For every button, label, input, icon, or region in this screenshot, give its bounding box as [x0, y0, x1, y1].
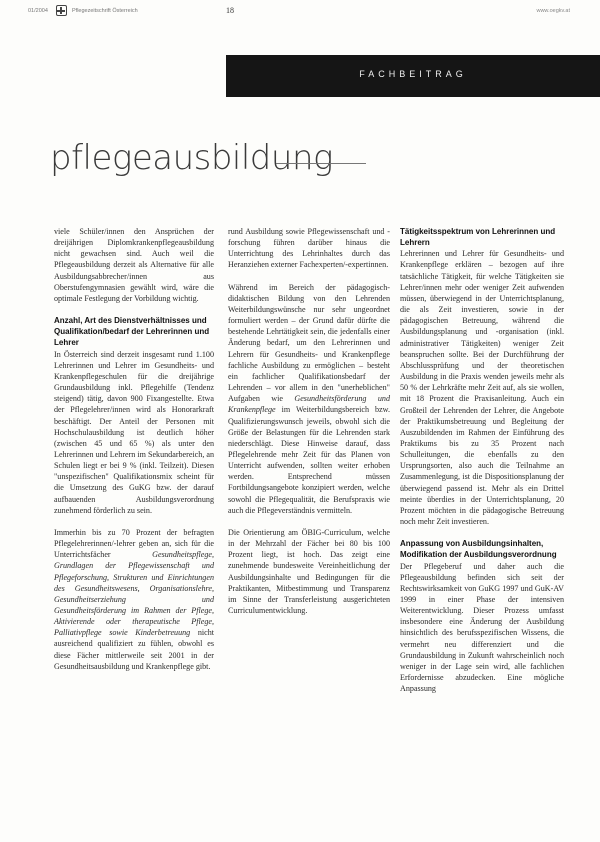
magazine-name: Pflegezeitschrift Österreich — [72, 8, 138, 14]
subheading: Anpassung von Ausbildungsinhalten, Modifikation der Ausbildungsverordnung — [400, 539, 557, 560]
paragraph: Lehrerinnen und Lehrer für Gesundheits- und Krankenpflege erklären – bezogen auf ihre tatsächliche Tätigkeit, für welche Tätigkeiten sie Lehrer/innen mehr oder weniger Zeit aufwenden müssen, überwiegend in der Unterrichtsplanung, die als Zeit investieren, sowie in der pädagogischen Betreuung, während die Ausbildungsplanung und -organisation (inkl. administrativer Tätigkeiten) weniger Zeit beanspruchen sollte. Bei der Durchführung der Abschlussprüfung und der theoretischen Ausbildung in die Praxis wenden jeweils mehr als 50 % der Lehrkräfte mehr Zeit auf, als sie wollen, mit 18 Prozent die Praxisanleitung. Auch ein Großteil der Lehrenden der Lehrer, die Angebote der Praktikumsbetreuung und Begleitung der Auszubildenden im Rahmen der Einführung des Praktikums bis zu 35 Prozent nach Schulleitungen, die ebenfalls zu den Ursprungsorten, also auch die Teilnahme an Zusammenlegung, ist die Dispositionsplanung der überwiegend passend ist. Mehr als ein Drittel meinte überdies in der Unterrichtsplanung, 20 Prozent möchten in die pädagogische Betreuung noch mehr Zeit investieren. — [400, 249, 564, 527]
article-title: pflegeausbildung — [50, 138, 333, 178]
paragraph: In Österreich sind derzeit insgesamt rund 1.100 Lehrerinnen und Lehrer im Gesundheits- und Krankenpflegeschulen für die dreijährige Grundausbildung inkl. Pflegehilfe (Tendenz steigend) tätig, davon 900 Fixangestellte. Etwa der Pflegelehrer/innen wird als Honorarkraft beschäftigt. Der Anteil der Personen mit Hochschulausbildung ist deutlich höher (zwischen 45 und 65 %) als unter den Lehrerinnen und Lehrern im Sekundarbereich, an Schulen liegt er bei 9 % (inkl. Teilzeit). Diesen "unspezifischen" Qualifikationsmix scheint für die Umsetzung des GuKG bzw. der darauf aufbauenden Ausbildungsverordnung zunehmend förderlich zu sein. — [54, 349, 215, 515]
paragraph: viele Schüler/innen den Ansprüchen der dreijährigen Diplomkrankenpflegeausbildung nicht gewachsen sind. Auch weil die Pflegeausbildung derzeit als Alternative für alle Ausbildungsabbrecher/innen aus Oberstufengymnasien gewählt wird, wäre die optimale Festlegung der Vorbildung wichtig. — [54, 227, 214, 303]
paragraph-text: Während im Bereich der pädagogisch-didaktischen Bildung von den Lehrenden Weiterbildungswünsche nur sehr ungeordnet formuliert werden – der Grund dafür dürfte die bestehende Lehrtätigkeit sein, die jedenfalls einer Änderung bedarf, um den Lehrerinnen und Lehrern für Gesundheits- und Krankenpflege fachliche Ausbildung zu ermöglichen – besteht ein fachlicher Qualifikationsbedarf der Lehrenden – vor allem in den "unerheblichen" Aufgaben wie — [228, 282, 390, 404]
text-column-1 — [54, 226, 214, 683]
issue-label: 01/2004 — [28, 8, 48, 14]
website-label: www.oegkv.at — [536, 8, 570, 14]
paragraph: Die Orientierung am ÖBIG-Curriculum, welche in der Mehrzahl der Fächer bei 80 bis 100 Prozent liegt, ist hoch. Das zeigt eine zunehmende bundesweite Vereinheitlichung der Ausbildungsinhalte und Bedingungen für die Praktikanten, Mitbestimmung und Transparenz im Sinne der Transferleistung ausgerichteten Curriculumentwicklung. — [228, 527, 390, 615]
paragraph: Der Pflegeberuf und daher auch die Pflegeausbildung befinden sich seit der Rechtswirksamkeit von GuKG 1997 und GuK-AV 1999 in einer Phase der intensiven Weiterentwicklung. Dieser Prozess umfasst insbesondere eine Änderung der Ausbildung hinsichtlich des berufsspezifischen Wissens, die vermehrt neu differenziert und die Grundausbildung in Zukunft wahrscheinlich noch weniger in der Lage sein wird, alle fachlichen Erfordernisse abzudecken. Eine mögliche Anpassung — [400, 561, 564, 694]
subheading: Tätigkeitsspektrum von Lehrerinnen und Lehrern — [400, 227, 556, 248]
paragraph — [228, 282, 390, 516]
text-column-3 — [400, 226, 564, 705]
page-header — [0, 0, 600, 26]
section-label: FACHBEITRAG — [359, 69, 467, 79]
italic-text: Gesundheitsförderung und Krankenpflege — [228, 394, 390, 415]
italic-text: Gesundheitspflege, Grundlagen der Pflegewissenschaft und Pflegeforschung, Strukturen und Einrichtungen des Gesundheitswesens, Organisationslehre, Gesundheitserziehung und Gesundheitsförderung im Rahmen der Pflege, Aktivierende oder therapeutische Pflege, Palliativpflege sowie Kinderbetreuung — [54, 550, 214, 638]
paragraph-text: im Weiterbildungsbereich bzw. Qualifizierungswunsch jeweils, obwohl sich die Größe der Belastungen für die Lehrenden stark niederschlägt. Diese Hinweise darauf, dass Pflegelehrende mehr Zeit für das Planen von Unterricht aufwenden, sollten weiter erhoben werden. Entsprechend müssen Fortbildungsangebote konzipiert werden, welche sowohl die Pflegequalität, die Berufspraxis wie auch die Pflegeverständnis vermitteln. — [228, 405, 390, 515]
section-banner — [226, 55, 600, 97]
paragraph-text: Immerhin bis zu 70 Prozent der befragten Pflegelehrerinnen/-lehrer geben an, sich für die Unterrichtsfächer — [54, 527, 214, 560]
title-rule — [276, 163, 366, 164]
paragraph: rund Ausbildung sowie Pflegewissenschaft und -forschung führen darüber hinaus die Unterrichtung des Lehrinhaltes durch das Heranziehen externer Fachexperten/-expertinnen. — [228, 227, 390, 270]
subheading: Anzahl, Art des Dienstverhältnisses und Qualifikation/bedarf der Lehrerinnen und Lehrer — [54, 316, 210, 348]
cross-logo-icon — [56, 5, 67, 16]
paragraph-text: nicht ausreichend qualifiziert zu fühlen, obwohl es diese Fächer mittlerweile seit 2001 in der Gesundheitsausbildung und Krankenpflege gibt. — [54, 628, 214, 671]
text-column-2 — [228, 226, 390, 627]
paragraph — [54, 527, 214, 672]
page-number: 18 — [226, 6, 234, 15]
